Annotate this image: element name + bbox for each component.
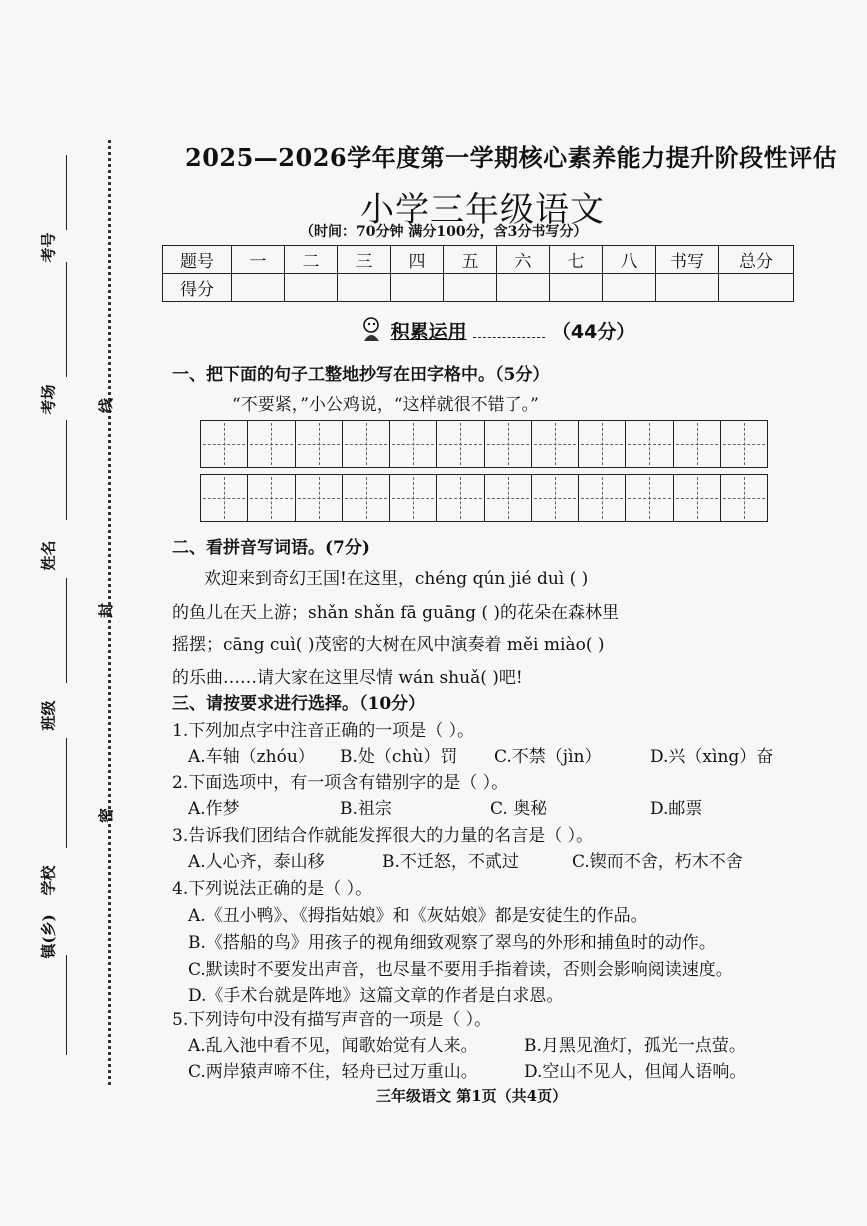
score-cell[interactable]: [338, 274, 391, 302]
question-3-title: 三、请按要求进行选择。（10分）: [172, 694, 426, 714]
score-table: [162, 245, 794, 302]
option-q3-4-a[interactable]: A.《丑小鸭》、《拇指姑娘》和《灰姑娘》都是安徒生的作品。: [188, 906, 648, 926]
score-cell[interactable]: [550, 274, 603, 302]
question-2-line-1[interactable]: 欢迎来到奇幻王国!在这里，chéng qún jié duì ( ): [204, 569, 589, 589]
question-2-line-4[interactable]: 的乐曲……请大家在这里尽情 wán shuǎ( )吧!: [172, 668, 523, 688]
question-2-line-3[interactable]: 摇摆；cāng cuì( )茂密的大树在风中演奏着 měi miào( ): [172, 635, 605, 655]
option-q3-3-c[interactable]: C.锲而不舍，朽木不舍: [572, 852, 743, 872]
option-q3-2-a[interactable]: A.作梦: [188, 799, 240, 819]
binding-mark-line: 线: [97, 397, 116, 414]
score-cell[interactable]: [232, 274, 285, 302]
option-q3-1-d[interactable]: D.兴（xìng）奋: [650, 747, 774, 767]
exam-title: 2025—2026学年度第一学期核心素养能力提升阶段性评估: [185, 143, 838, 172]
side-label-town: 镇(乡): [39, 914, 58, 959]
field-line-exam-number: [66, 155, 67, 230]
question-3-4: 4.下列说法正确的是（ ）。: [172, 879, 373, 899]
question-3-1: 1.下列加点字中注音正确的一项是（ ）。: [172, 721, 475, 741]
mascot-icon: [360, 316, 384, 347]
binding-mark-secret: 密: [97, 807, 116, 824]
score-cell[interactable]: [719, 274, 794, 302]
score-header-cell: 总分: [719, 246, 794, 274]
option-q3-2-d[interactable]: D.邮票: [650, 799, 703, 819]
question-2-title: 二、看拼音写词语。(7分): [172, 538, 370, 558]
score-header-cell: 一: [232, 246, 285, 274]
question-3-2: 2.下面选项中，有一项含有错别字的是（ ）。: [172, 773, 509, 793]
field-line-town: [66, 955, 67, 1055]
score-header-cell: 五: [444, 246, 497, 274]
score-cell[interactable]: [497, 274, 550, 302]
option-q3-4-b[interactable]: B.《搭船的鸟》用孩子的视角细致观察了翠鸟的外形和捕鱼时的动作。: [188, 933, 716, 953]
question-1-title: 一、把下面的句子工整地抄写在田字格中。（5分）: [172, 365, 550, 385]
section-underline: [473, 337, 545, 338]
section-title: 积累运用: [390, 321, 467, 343]
question-3-5: 5.下列诗句中没有描写声音的一项是（ ）。: [172, 1010, 492, 1030]
section-heading: [360, 316, 635, 347]
side-label-exam-room: 考场: [39, 384, 58, 415]
side-label-exam-number: 考号: [39, 232, 58, 263]
option-q3-1-b[interactable]: B.处（chù）罚: [340, 747, 458, 767]
field-line-school: [66, 738, 67, 848]
exam-meta: （时间：70分钟 满分100分，含3分书写分）: [300, 224, 588, 240]
option-q3-5-a[interactable]: A.乱入池中看不见，闻歌始觉有人来。: [188, 1036, 478, 1056]
score-header-cell: 四: [391, 246, 444, 274]
option-q3-4-c[interactable]: C.默读时不要发出声音，也尽量不要用手指着读，否则会影响阅读速度。: [188, 960, 733, 980]
option-q3-3-b[interactable]: B.不迁怒，不贰过: [382, 852, 519, 872]
question-2-line-2[interactable]: 的鱼儿在天上游；shǎn shǎn fā guāng ( )的花朵在森林里: [172, 603, 620, 623]
score-header-cell: 八: [603, 246, 656, 274]
option-q3-3-a[interactable]: A.人心齐，泰山移: [188, 852, 325, 872]
score-header-cell: 二: [285, 246, 338, 274]
option-q3-5-c[interactable]: C.两岸猿声啼不住，轻舟已过万重山。: [188, 1062, 478, 1082]
score-cell[interactable]: [285, 274, 338, 302]
field-line-exam-room: [66, 262, 67, 377]
score-row-label: 得分: [163, 274, 232, 302]
option-q3-5-d[interactable]: D.空山不见人，但闻人语响。: [524, 1062, 747, 1082]
field-line-name: [66, 420, 67, 520]
question-3-3: 3.告诉我们团结合作就能发挥很大的力量的名言是（ ）。: [172, 826, 594, 846]
score-cell[interactable]: [603, 274, 656, 302]
score-header-cell: 三: [338, 246, 391, 274]
binding-mark-seal: 封: [97, 602, 116, 619]
side-label-school: 学校: [39, 865, 58, 896]
option-q3-2-c[interactable]: C. 奥秘: [490, 799, 548, 819]
score-table-header-row: [163, 246, 794, 274]
score-cell[interactable]: [391, 274, 444, 302]
field-line-class: [66, 578, 67, 683]
question-1-sentence: “不要紧，”小公鸡说，“这样就很不错了。”: [232, 395, 539, 415]
side-label-name: 姓名: [39, 540, 58, 571]
option-q3-1-c[interactable]: C.不禁（jìn）: [494, 747, 602, 767]
score-header-cell: 书写: [656, 246, 719, 274]
score-header-cell: 七: [550, 246, 603, 274]
score-table-score-row: [163, 274, 794, 302]
score-header-cell: 六: [497, 246, 550, 274]
score-header-cell: 题号: [163, 246, 232, 274]
writing-grid-row-2[interactable]: [200, 474, 768, 522]
writing-grid-row-1[interactable]: [200, 420, 768, 468]
section-points: （44分）: [551, 321, 636, 343]
option-q3-5-b[interactable]: B.月黑见渔灯，孤光一点萤。: [524, 1036, 746, 1056]
page-footer: 三年级语文 第1页（共4页）: [376, 1087, 568, 1105]
option-q3-2-b[interactable]: B.祖宗: [340, 799, 392, 819]
subject-title: 小学三年级语文: [360, 190, 605, 230]
option-q3-1-a[interactable]: A.车轴（zhóu）: [188, 747, 315, 767]
score-cell[interactable]: [656, 274, 719, 302]
option-q3-4-d[interactable]: D.《手术台就是阵地》这篇文章的作者是白求恩。: [188, 986, 564, 1006]
side-label-class: 班级: [39, 700, 58, 731]
score-cell[interactable]: [444, 274, 497, 302]
